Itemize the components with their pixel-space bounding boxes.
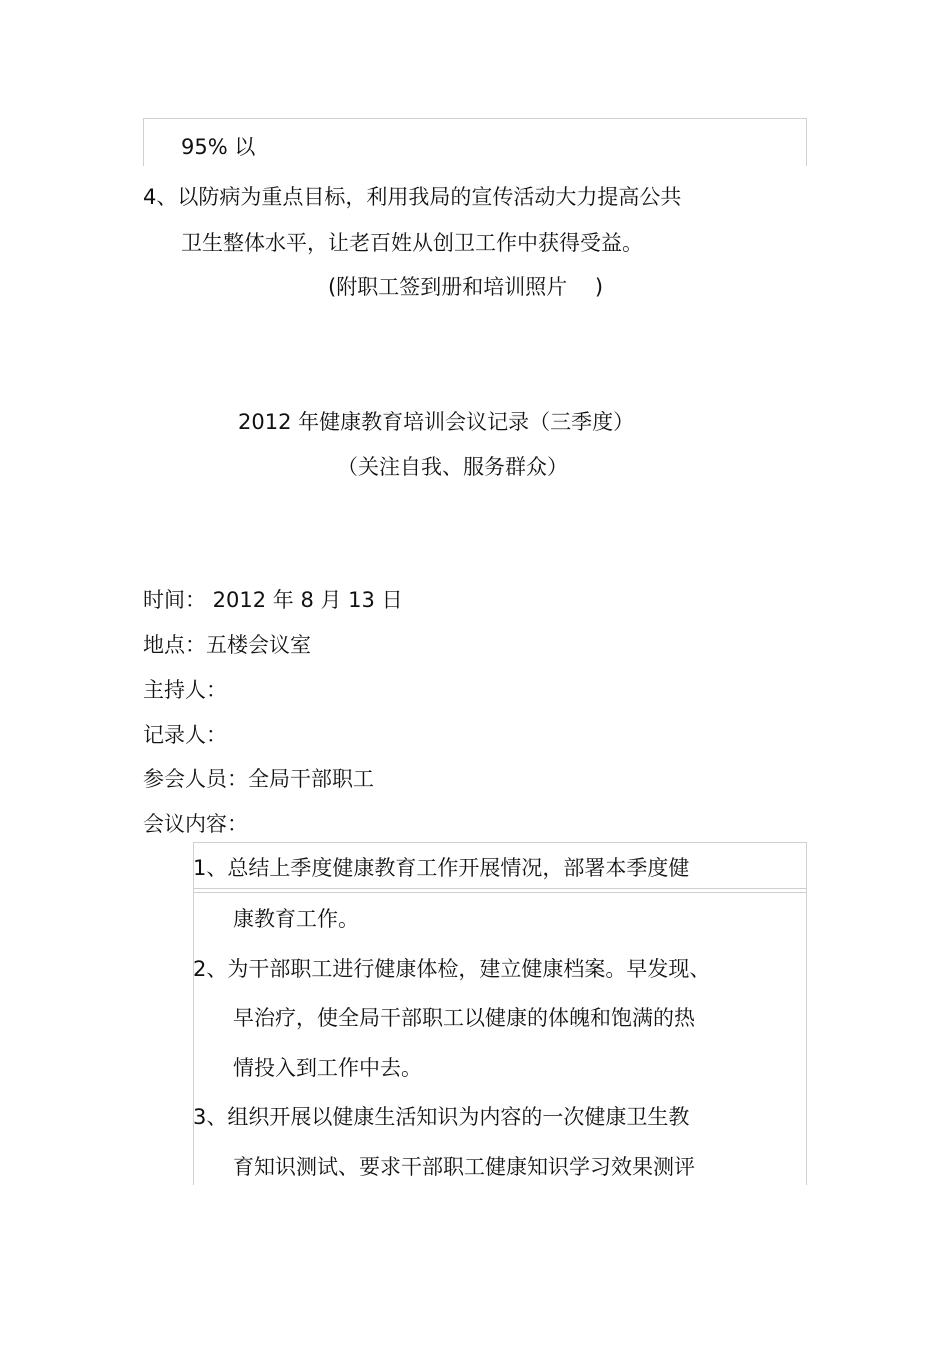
meeting-content-label: 会议内容： <box>143 812 248 836</box>
meeting-recorder: 记录人： <box>143 723 227 747</box>
content-item-2-line-1: 2、为干部职工进行健康体检，建立健康档案。早发现、 <box>193 957 711 981</box>
content-table-divider-2 <box>193 892 807 893</box>
content-table-divider-1 <box>193 888 807 889</box>
content-item-3-line-1: 3、组织开展以健康生活知识为内容的一次健康卫生教 <box>193 1105 690 1129</box>
content-item-2-line-2: 早治疗，使全局干部职工以健康的体魄和饱满的热 <box>233 1006 695 1030</box>
meeting-place: 地点：五楼会议室 <box>143 633 311 657</box>
item-4-line-2: 卫生整体水平，让老百姓从创卫工作中获得受益。 <box>181 231 643 255</box>
content-table-right <box>806 842 807 1185</box>
content-item-1-line-1: 1、总结上季度健康教育工作开展情况，部署本季度健 <box>193 856 690 880</box>
record-title: 2012 年健康教育培训会议记录（三季度） <box>238 410 635 434</box>
table-border-left <box>143 118 144 166</box>
content-table-left <box>193 842 194 1185</box>
table-border-right <box>806 118 807 166</box>
meeting-host: 主持人： <box>143 678 227 702</box>
table-border-top <box>143 118 807 119</box>
continuation-text: 95% 以 <box>181 135 256 159</box>
record-subtitle: （关注自我、服务群众） <box>337 455 568 479</box>
attachment-note: (附职工签到册和培训照片 ) <box>328 275 604 299</box>
content-item-1-line-2: 康教育工作。 <box>233 907 359 931</box>
item-4-line-1: 4、以防病为重点目标，利用我局的宣传活动大力提高公共 <box>143 185 682 209</box>
content-item-3-line-2: 育知识测试、要求干部职工健康知识学习效果测评 <box>233 1155 695 1179</box>
meeting-attendees: 参会人员：全局干部职工 <box>143 767 374 791</box>
meeting-time: 时间： 2012 年 8 月 13 日 <box>143 588 403 612</box>
content-item-2-line-3: 情投入到工作中去。 <box>233 1056 422 1080</box>
content-table-top <box>193 842 807 843</box>
